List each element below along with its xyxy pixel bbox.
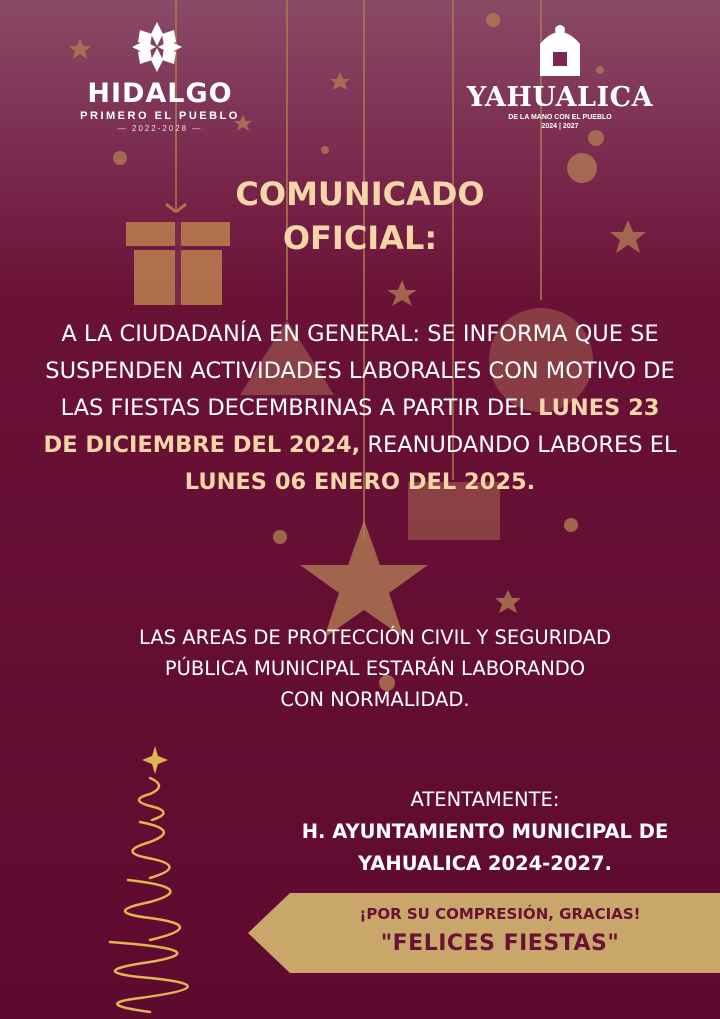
notice-line-2: PÚBLICA MUNICIPAL ESTARÁN LABORANDO	[164, 657, 586, 680]
hidalgo-logo-name: HIDALGO	[87, 78, 233, 109]
spiral-tree-icon	[110, 746, 188, 1012]
announcement-text	[40, 316, 680, 501]
announcement-part-2: REANUDANDO LABORES EL	[360, 432, 677, 458]
notice-line-1: LAS AREAS DE PROTECCIÓN CIVIL Y SEGURIDAD	[139, 626, 611, 649]
yahualica-logo-name: YAHUALICA	[466, 82, 654, 113]
signature-org-line-2: YAHUALICA 2024-2027.	[358, 852, 612, 875]
yahualica-logo	[460, 18, 660, 130]
yahualica-logo-slogan: DE LA MANO CON EL PUEBLO	[508, 114, 612, 121]
signature-closing: ATENTAMENTE:	[410, 788, 560, 811]
hidalgo-logo	[70, 18, 250, 133]
notice-line-3: CON NORMALIDAD.	[280, 688, 470, 711]
banner-line-1: ¡POR SU COMPRESIÓN, GRACIAS!	[359, 905, 641, 923]
notice-text	[60, 622, 690, 715]
page-title	[0, 172, 720, 260]
title-line-1: COMUNICADO	[235, 175, 485, 213]
yahualica-logo-years: 2024 | 2027	[541, 123, 579, 130]
signature-org-line-1: H. AYUNTAMIENTO MUNICIPAL DE	[301, 820, 669, 843]
suspension-date: LUNES 23 DE DICIEMBRE DEL 2024,	[43, 395, 660, 458]
thanks-banner	[290, 903, 710, 961]
hidalgo-logo-years: — 2022-2028 —	[117, 124, 203, 133]
title-line-2: OFICIAL:	[282, 219, 438, 257]
banner-line-2: "FELICES FIESTAS"	[380, 931, 620, 956]
resume-date: LUNES 06 ENERO DEL 2025.	[184, 469, 536, 495]
hidalgo-logo-slogan: PRIMERO EL PUEBLO	[80, 110, 240, 122]
announcement-part-1: A LA CIUDADANÍA EN GENERAL: SE INFORMA QUE SE SUSPENDEN ACTIVIDADES LABORALES CON MOTIVO DE LAS FIESTAS DECEMBRINAS A PARTIR DEL	[45, 321, 675, 421]
signature-block	[260, 784, 710, 880]
